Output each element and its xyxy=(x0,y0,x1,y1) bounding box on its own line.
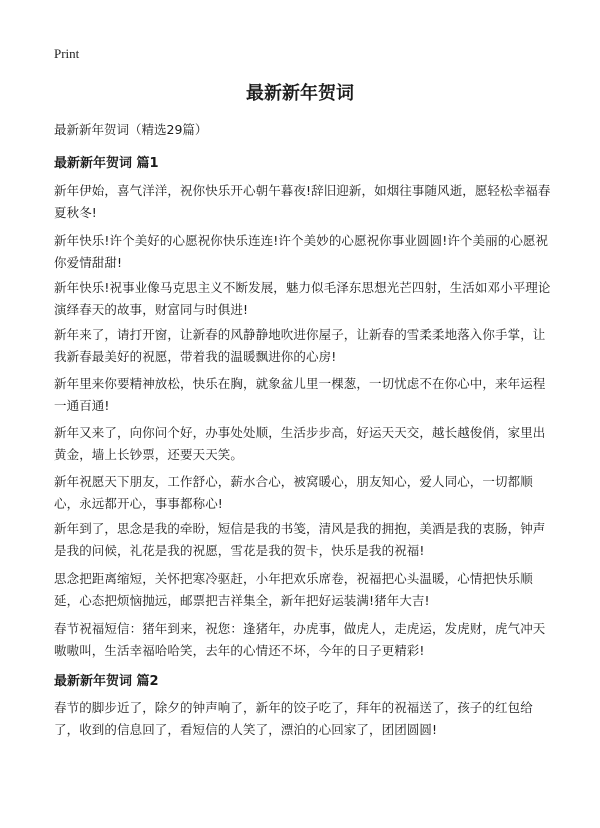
paragraph: 新年又来了，向你问个好，办事处处顺，生活步步高，好运天天交，越长越俊俏，家里出黄金，墙上长钞票，还要天天笑。 xyxy=(54,425,546,462)
section-heading-2: 最新新年贺词 篇2 xyxy=(54,674,159,689)
paragraph: 新年祝愿天下朋友，工作舒心，薪水合心，被窝暖心，朋友知心，爱人同心，一切都顺心，永远都开心，事事都称心! xyxy=(54,474,533,511)
paragraph: 春节的脚步近了，除夕的钟声响了，新年的饺子吃了，拜年的祝福送了，孩子的红包给了，收到的信息回了，看短信的人笑了，漂泊的心回家了，团团圆圆! xyxy=(54,700,533,737)
paragraph: 新年里来你要精神放松，快乐在胸，就象盆儿里一棵葱，一切忧虑不在你心中，来年运程一通百通! xyxy=(54,376,546,413)
paragraph: 新年来了，请打开窗，让新春的风静静地吹进你屋子，让新春的雪柔柔地落入你手掌，让我新春最美好的祝愿，带着我的温暖飘进你的心房! xyxy=(54,327,546,364)
document-subtitle: 最新新年贺词（精选29篇） xyxy=(54,122,208,137)
page-title: 最新新年贺词 xyxy=(246,83,354,104)
section-heading-1: 最新新年贺词 篇1 xyxy=(54,156,159,171)
paragraph: 新年快乐!许个美好的心愿祝你快乐连连!许个美妙的心愿祝你事业圆圆!许个美丽的心愿祝你爱情甜甜! xyxy=(54,233,549,270)
paragraph: 新年伊始，喜气洋洋，祝你快乐开心朝午暮夜!辞旧迎新，如烟往事随风逝，愿轻松幸福春夏秋冬! xyxy=(54,183,551,220)
paragraph: 思念把距离缩短，关怀把寒冷驱赶，小年把欢乐席卷，祝福把心头温暖，心情把快乐顺延，心态把烦恼抛远，邮票把吉祥集全，新年把好运装满!猪年大吉! xyxy=(54,571,533,608)
paragraph: 春节祝福短信：猪年到来，祝您：逢猪年，办虎事，做虎人，走虎运，发虎财，虎气冲天嗷嗷叫，生活幸福哈哈笑，去年的心情还不坏，今年的日子更精彩! xyxy=(54,621,546,658)
paragraph: 新年到了，思念是我的牵盼，短信是我的书笺，清风是我的拥抱，美酒是我的衷肠，钟声是我的问候，礼花是我的祝愿，雪花是我的贺卡，快乐是我的祝福! xyxy=(54,521,546,558)
paragraph: 新年快乐!祝事业像马克思主义不断发展，魅力似毛泽东思想光芒四射，生活如邓小平理论演绎春天的故事，财富同与时俱进! xyxy=(54,280,551,317)
print-link[interactable]: Print xyxy=(54,46,80,61)
